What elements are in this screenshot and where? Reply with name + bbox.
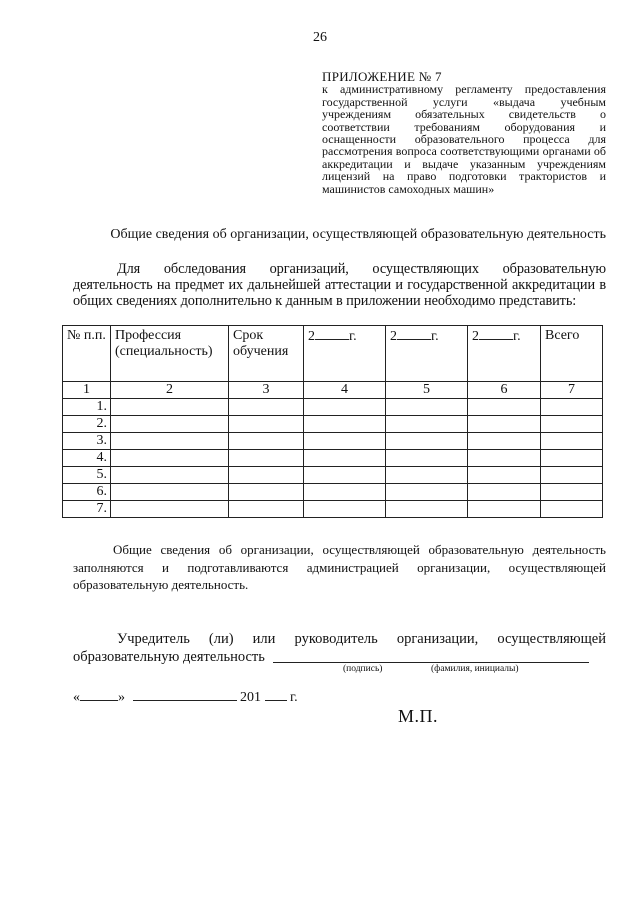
table-cell[interactable] <box>541 467 603 484</box>
table-row <box>63 450 603 467</box>
table-cell[interactable] <box>229 484 304 501</box>
table-cell[interactable] <box>111 467 229 484</box>
table-row <box>63 399 603 416</box>
table-row <box>63 484 603 501</box>
appendix-text: к административному регламенту предоставления государственной услуги «выдача учебным учреждениям обязательных свидетельств о соответствии требованиям оборудования и оснащенности образовательного процесса для рассмотрения вопроса соответствующими органами об аккредитации и выдаче указанным учреждениям лицензий на право подготовки трактористов и машинистов самоходных машин» <box>322 82 606 196</box>
date-open-quote: « <box>73 690 80 705</box>
info-table <box>62 325 603 518</box>
table-cell[interactable] <box>386 467 468 484</box>
table-cell[interactable] <box>229 501 304 518</box>
column-number: 4 <box>304 382 386 399</box>
section-title: Общие сведения об организации, осуществляющей образовательную деятельность <box>110 227 606 242</box>
table-cell[interactable] <box>229 416 304 433</box>
row-number: 4. <box>63 450 111 467</box>
table-cell[interactable] <box>468 450 541 467</box>
table-cell[interactable] <box>468 501 541 518</box>
column-numbers-row <box>63 382 603 399</box>
table-cell[interactable] <box>111 433 229 450</box>
table-cell[interactable] <box>468 467 541 484</box>
table-cell[interactable] <box>386 399 468 416</box>
column-number: 7 <box>541 382 603 399</box>
appendix-header <box>322 71 606 195</box>
table-cell[interactable] <box>468 484 541 501</box>
table-cell[interactable] <box>304 399 386 416</box>
table-cell[interactable] <box>229 433 304 450</box>
header-num: № п.п. <box>63 326 111 382</box>
table-cell[interactable] <box>468 399 541 416</box>
stamp-label: М.П. <box>398 706 439 726</box>
table-cell[interactable] <box>111 484 229 501</box>
table-cell[interactable] <box>304 467 386 484</box>
page-number: 26 <box>313 30 327 45</box>
signature-line[interactable] <box>273 661 589 663</box>
table-cell[interactable] <box>304 501 386 518</box>
table-cell[interactable] <box>229 399 304 416</box>
table-cell[interactable] <box>541 433 603 450</box>
table-cell[interactable] <box>111 416 229 433</box>
header-year-1: 2 г. <box>304 326 386 382</box>
table-cell[interactable] <box>386 484 468 501</box>
table-cell[interactable] <box>468 433 541 450</box>
name-caption: (фамилия, инициалы) <box>431 664 519 674</box>
table-cell[interactable] <box>386 450 468 467</box>
row-number: 7. <box>63 501 111 518</box>
intro-paragraph: Для обследования организаций, осуществляющих образовательную деятельность на предмет их дальнейшей аттестации и государственной аккредитации в общих сведениях дополнительно к данным в приложении необходимо представить: <box>73 261 606 309</box>
column-number: 3 <box>229 382 304 399</box>
table-header-row <box>63 326 603 382</box>
table-row <box>63 416 603 433</box>
table-cell[interactable] <box>541 399 603 416</box>
appendix-title: ПРИЛОЖЕНИЕ № 7 <box>322 69 442 84</box>
table-cell[interactable] <box>229 450 304 467</box>
row-number: 2. <box>63 416 111 433</box>
column-number: 5 <box>386 382 468 399</box>
table-cell[interactable] <box>304 484 386 501</box>
column-number: 6 <box>468 382 541 399</box>
table-cell[interactable] <box>386 416 468 433</box>
signature-caption: (подпись) <box>343 664 383 674</box>
table-cell[interactable] <box>229 467 304 484</box>
date-close-quote: » <box>118 690 125 705</box>
table-row <box>63 501 603 518</box>
table-cell[interactable] <box>468 416 541 433</box>
table-cell[interactable] <box>541 501 603 518</box>
row-number: 5. <box>63 467 111 484</box>
header-total: Всего <box>541 326 603 382</box>
row-number: 3. <box>63 433 111 450</box>
table-row <box>63 433 603 450</box>
date-month-blank[interactable] <box>133 688 237 701</box>
table-row <box>63 467 603 484</box>
date-line <box>73 688 298 706</box>
header-year-3: 2 г. <box>468 326 541 382</box>
row-number: 6. <box>63 484 111 501</box>
table-cell[interactable] <box>541 450 603 467</box>
date-year-blank[interactable] <box>265 688 287 701</box>
table-cell[interactable] <box>304 450 386 467</box>
table-cell[interactable] <box>541 484 603 501</box>
header-term: Срок обучения <box>229 326 304 382</box>
row-number: 1. <box>63 399 111 416</box>
table-cell[interactable] <box>111 399 229 416</box>
table-cell[interactable] <box>386 433 468 450</box>
note-paragraph: Общие сведения об организации, осуществляющей образовательную деятельность заполняются и подготавливаются администрацией организации, осуществляющей образовательную деятельность. <box>73 542 606 592</box>
table-cell[interactable] <box>541 416 603 433</box>
table-cell[interactable] <box>111 501 229 518</box>
column-number: 2 <box>111 382 229 399</box>
column-number: 1 <box>63 382 111 399</box>
header-year-2: 2 г. <box>386 326 468 382</box>
date-year: 201 <box>240 690 261 705</box>
table-cell[interactable] <box>304 416 386 433</box>
header-profession: Профессия (специальность) <box>111 326 229 382</box>
table-cell[interactable] <box>111 450 229 467</box>
date-suffix: г. <box>290 690 298 705</box>
table-cell[interactable] <box>304 433 386 450</box>
table-cell[interactable] <box>386 501 468 518</box>
date-day-blank[interactable] <box>80 688 118 701</box>
signer-paragraph: Учредитель (ли) или руководитель организации, осуществляющей образовательную деятельность <box>73 631 606 665</box>
